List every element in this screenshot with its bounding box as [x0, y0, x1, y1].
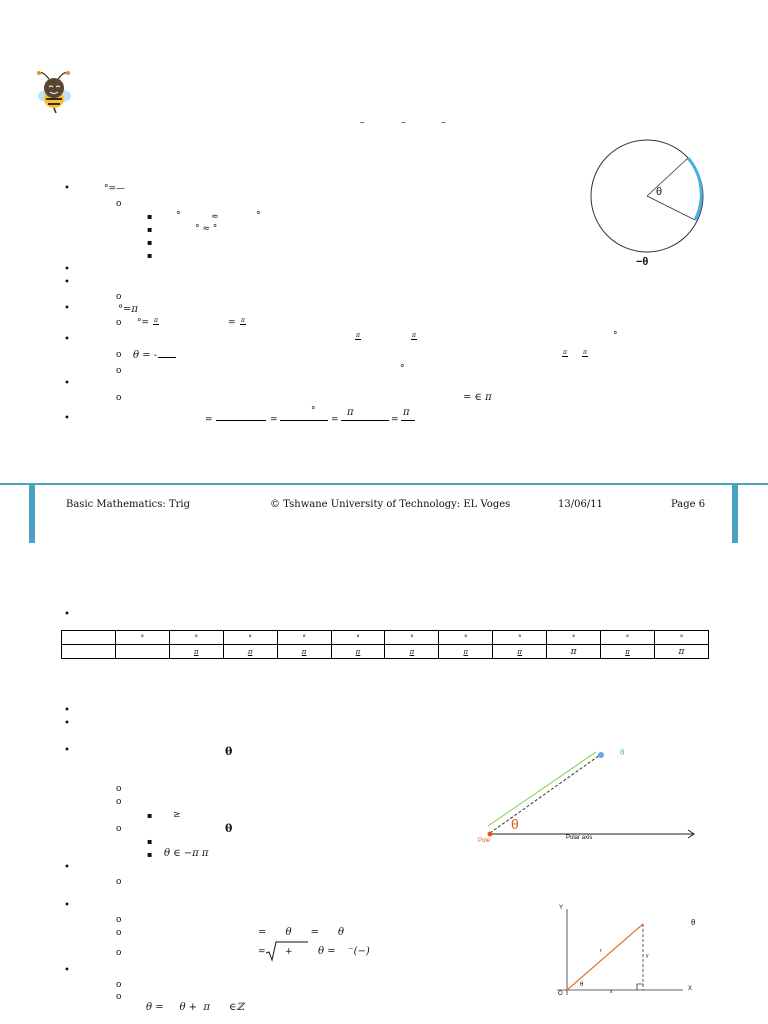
geq-symbol: ≥	[173, 810, 181, 820]
bullet-marker: •	[64, 277, 70, 288]
sub-sub-bullet-marker: ▪	[147, 225, 153, 234]
degree-radian-table	[61, 630, 709, 659]
dashed-radius	[490, 755, 600, 833]
bullet-marker: •	[64, 303, 70, 314]
degree-symbol: °	[613, 331, 618, 341]
arc-highlight	[688, 158, 701, 220]
y-label: y	[646, 953, 649, 959]
table-row	[62, 631, 709, 645]
footer-copyright: © Tshwane University of Technology: EL Voges	[270, 499, 511, 510]
table-cell: π	[547, 645, 601, 659]
fraction-pi: π	[154, 317, 158, 324]
footer-page-number: Page 6	[671, 499, 706, 510]
fraction-pi: π	[412, 332, 416, 339]
table-cell: °	[654, 631, 708, 645]
origin-label: O	[558, 991, 563, 997]
table-cell: π	[277, 645, 331, 659]
sub-sub-bullet-marker: ▪	[147, 238, 153, 247]
degree-symbol: °	[256, 211, 261, 221]
sub-bullet-marker: o	[116, 992, 122, 1002]
formula-degree-eq: °=—	[104, 184, 126, 194]
fraction-pi: π	[356, 332, 360, 339]
table-cell	[62, 631, 116, 645]
bullet-marker: •	[64, 705, 70, 716]
bullet-marker: •	[64, 609, 70, 620]
sub-sub-bullet-marker: ▪	[147, 850, 153, 859]
bullet-marker: •	[64, 413, 70, 424]
table-cell	[62, 645, 116, 659]
sub-bullet-marker: o	[116, 199, 122, 209]
table-cell: π	[439, 645, 493, 659]
equals-sign: =	[205, 415, 213, 425]
sub-sub-bullet-marker: ▪	[147, 251, 153, 260]
sub-sub-bullet-marker: ▪	[147, 811, 153, 820]
bullet-marker: •	[64, 183, 70, 194]
footer-right-bar	[732, 485, 738, 543]
table-cell: π	[654, 645, 708, 659]
bullet-marker: •	[64, 334, 70, 345]
sub-bullet-marker: o	[116, 292, 122, 302]
bullet-marker: •	[64, 718, 70, 729]
table-cell: °	[385, 631, 439, 645]
footer-date: 13/06/11	[558, 499, 603, 510]
sub-bullet-marker: o	[116, 797, 122, 807]
formula-in-pi: = ∈ π	[463, 392, 492, 403]
bullet-marker: •	[64, 965, 70, 976]
table-cell: π	[493, 645, 547, 659]
bullet-marker: •	[64, 900, 70, 911]
table-cell: °	[331, 631, 385, 645]
table-cell: °	[493, 631, 547, 645]
fraction-bar	[341, 420, 389, 421]
sub-bullet-marker: o	[116, 824, 122, 834]
table-cell: °	[277, 631, 331, 645]
table-cell: °	[223, 631, 277, 645]
pole-label: Pole	[478, 838, 491, 844]
table-cell: π	[331, 645, 385, 659]
angle-neg-theta-label: −θ	[636, 256, 649, 268]
table-cell: π	[385, 645, 439, 659]
polar-axis-label: Polar axis	[566, 835, 593, 841]
polar-theta-label: θ	[511, 816, 519, 832]
fraction-degree-pi: π	[241, 317, 245, 324]
fraction-pi: π	[583, 349, 587, 356]
radius-line	[488, 752, 596, 826]
footer-top-rule	[0, 483, 768, 485]
formula-degree-frac: °=	[137, 318, 150, 328]
bullet-marker: •	[64, 862, 70, 873]
theta-range-formula: θ ∈ −π π	[164, 848, 209, 859]
pi-symbol: π	[403, 407, 410, 418]
table-cell: °	[601, 631, 655, 645]
unit-circle-diagram	[585, 138, 710, 273]
dash-mark: –	[441, 118, 446, 128]
table-cell: °	[439, 631, 493, 645]
general-solution-equation: θ = θ + π ∈ℤ	[146, 1002, 244, 1013]
fraction-bar	[158, 357, 176, 358]
fraction-bar	[216, 420, 266, 421]
approx-symbol: ≈	[211, 212, 219, 222]
sub-bullet-marker: o	[116, 393, 122, 403]
arctan-equation: θ = ⁻(−)	[318, 946, 370, 957]
formula-degree-pi: °=π	[118, 304, 138, 315]
table-cell: π	[169, 645, 223, 659]
table-row	[62, 645, 709, 659]
sub-bullet-marker: o	[116, 350, 122, 360]
dash-mark: –	[360, 118, 365, 128]
equals-sign: =	[270, 415, 278, 425]
dash-mark: –	[401, 118, 406, 128]
bullet-marker: •	[64, 264, 70, 275]
sub-bullet-marker: o	[116, 366, 122, 376]
angle-theta-label: θ	[656, 186, 663, 198]
fraction-bar	[280, 420, 328, 421]
sub-bullet-marker: o	[116, 318, 122, 328]
degree-symbol: °	[400, 364, 405, 374]
table-cell: °	[115, 631, 169, 645]
theta-symbol: θ	[225, 745, 233, 758]
fraction-bar	[401, 420, 415, 421]
table-cell	[115, 645, 169, 659]
point-marker	[598, 752, 604, 758]
plus-sign: +	[285, 947, 293, 957]
sub-bullet-marker: o	[116, 928, 122, 938]
sub-bullet-marker: o	[116, 877, 122, 887]
table-cell: °	[547, 631, 601, 645]
footer-title: Basic Mathematics: Trig	[66, 499, 190, 510]
r-label: r	[600, 948, 602, 954]
fraction-pi: π	[563, 349, 567, 356]
equals-sign: =	[391, 415, 399, 425]
degree-symbol: °	[311, 406, 316, 416]
theta-equation: = θ = θ	[258, 927, 345, 938]
equals-sign: =	[331, 415, 339, 425]
formula-theta-neg: θ = -	[133, 350, 158, 361]
bullet-marker: •	[64, 378, 70, 389]
pi-symbol: π	[347, 407, 354, 418]
y-axis-label: Y	[559, 905, 564, 911]
pole-marker	[488, 832, 493, 837]
sub-bullet-marker: o	[116, 784, 122, 794]
angle-theta-label: θ	[580, 982, 584, 988]
sub-bullet-marker: o	[116, 948, 122, 958]
degree-symbol: °	[176, 211, 181, 221]
x-label: x	[610, 989, 613, 995]
table-cell: °	[169, 631, 223, 645]
table-cell: π	[223, 645, 277, 659]
equals-sign: =	[228, 318, 236, 328]
radius-line	[567, 924, 643, 990]
approx-formula: ° ≈ °	[195, 224, 218, 234]
bullet-marker: •	[64, 745, 70, 756]
sub-bullet-marker: o	[116, 980, 122, 990]
point-theta-label: θ	[620, 748, 625, 757]
theta-symbol: θ	[225, 822, 233, 835]
side-theta-label: θ	[691, 918, 696, 927]
cartesian-diagram	[553, 905, 696, 1005]
table-cell: π	[601, 645, 655, 659]
bee-logo-icon	[30, 66, 78, 114]
footer-left-bar	[29, 485, 35, 543]
sub-sub-bullet-marker: ▪	[147, 837, 153, 846]
x-axis-label: X	[688, 986, 693, 992]
sub-sub-bullet-marker: ▪	[147, 212, 153, 221]
equals-sign: =	[258, 947, 266, 957]
sub-bullet-marker: o	[116, 915, 122, 925]
